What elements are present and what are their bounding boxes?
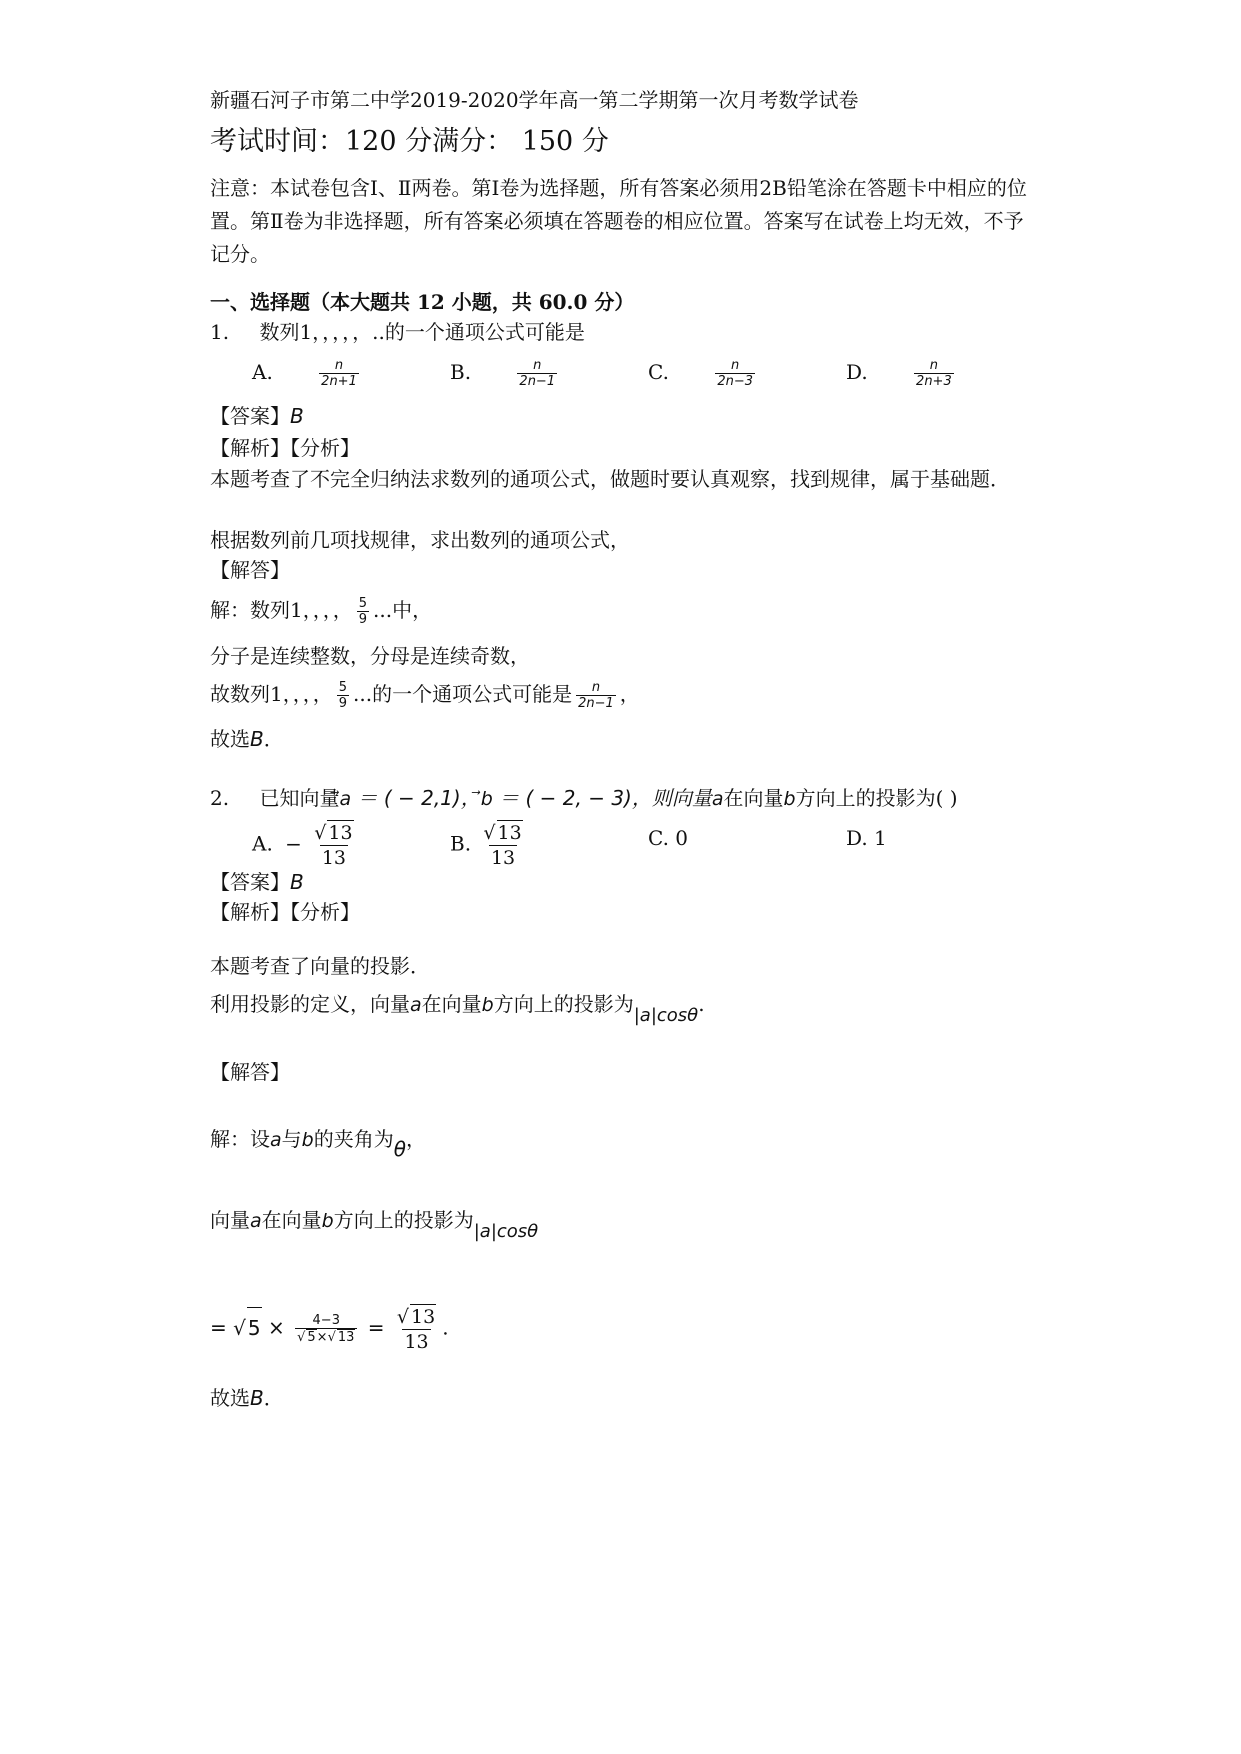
q2-sol1-pre: 解：设 — [210, 1127, 270, 1151]
q1-option-a-label: A. — [252, 360, 273, 384]
q2-sol1-post: 的夹角为 — [313, 1127, 394, 1151]
q2-eq-a: ＝ ( − 2,1)， — [351, 786, 481, 810]
q1-option-d-fraction — [914, 358, 954, 389]
q1-option-d-num: n — [929, 358, 939, 373]
q2-sol3-result-den: 13 — [404, 1331, 429, 1353]
q2-sol3-result-num: √ 13 — [396, 1306, 436, 1328]
q2-an2-post: 方向上的投影为 — [493, 992, 634, 1016]
q2-sol1-theta: θ — [393, 1137, 406, 1161]
q1-sol1-den: 9 — [358, 612, 368, 627]
q2-eq-b: ＝ ( − 2, − 3)，则向量 — [492, 786, 712, 810]
q2-solution-line-1 — [210, 1125, 426, 1161]
q2-vector-b2-letter: b — [783, 788, 796, 810]
q2-vector-a — [339, 788, 351, 810]
q1-number: 1. — [210, 320, 230, 344]
q1-sol3-fraction-b — [576, 680, 616, 711]
q1-answer — [210, 402, 304, 430]
q1-answer-tag: 【答案】 — [210, 404, 290, 428]
q2-stem-pre: 已知向量 — [259, 786, 340, 810]
q1-option-a-fraction — [319, 358, 359, 389]
q1-choice-text: 故选 — [210, 727, 250, 751]
q1-analysis-tag: 【解析】【分析】 — [210, 436, 360, 460]
q1-option-c-num: n — [731, 358, 740, 373]
q1-option-b — [450, 358, 561, 389]
q2-an2-pre: 利用投影的定义，向量 — [210, 992, 410, 1016]
q2-stem-post: 方向上的投影为( ) — [795, 786, 958, 810]
q2-vector-a2 — [712, 788, 724, 810]
exam-notice: 注意：本试卷包含Ⅰ、Ⅱ两卷。第Ⅰ卷为选择题，所有答案必须用2B铅笔涂在答题卡中相应的位置。第Ⅱ卷为非选择题，所有答案必须填在答题卷的相应位置。答案写在试卷上均无效，不予记分。 — [210, 176, 1027, 266]
q2-option-a-label: A. — [252, 831, 273, 856]
q2-vector-a2-letter: a — [711, 788, 724, 810]
q1-solution-line-1 — [210, 596, 432, 627]
q1-option-c — [648, 358, 759, 389]
q2-an2-vec-a: a — [410, 994, 422, 1016]
q2-option-b-fraction — [481, 820, 524, 870]
q2-option-a-radicand: 13 — [328, 822, 353, 844]
q1-choice-value: B — [250, 727, 264, 751]
q1-option-d — [846, 358, 958, 389]
q1-sol3-pre: 故数列1，，，， — [210, 682, 333, 706]
exam-time: 考试时间：120 分满分： 150 分 — [210, 126, 609, 157]
q2-vector-b2 — [784, 788, 796, 810]
q2-sol2-mid: 在向量 — [261, 1208, 322, 1232]
q2-vector-b — [481, 788, 493, 810]
q2-vector-b-letter: b — [480, 788, 493, 810]
q2-analysis-tag: 【解析】【分析】 — [210, 900, 360, 924]
q1-stem: 数列1，，，，，..的一个通项公式可能是 — [259, 320, 585, 344]
q2-option-c: C. 0 — [648, 826, 689, 850]
q2-option-a — [252, 820, 360, 870]
q2-option-b-label: B. — [450, 831, 472, 856]
q1-stem-line — [210, 318, 585, 346]
exam-title: 新疆石河子市第二中学2019-2020学年高一第二学期第一次月考数学试卷 — [210, 88, 859, 112]
q2-sol3-eq: = — [210, 1315, 234, 1340]
q1-analysis-2: 根据数列前几项找规律，求出数列的通项公式， — [210, 528, 630, 552]
q2-option-a-sign: − — [285, 831, 302, 856]
q1-answer-value: B — [290, 404, 304, 428]
q1-option-c-den: 2n−3 — [717, 374, 753, 389]
q1-sol1-post: ...中， — [373, 598, 433, 622]
q2-sol3-times: × — [261, 1315, 292, 1340]
q2-an2-end: . — [698, 992, 705, 1016]
section-title: 一、选择题（本大题共 12 小题，共 60.0 分） — [210, 290, 635, 314]
q1-option-b-num: n — [533, 358, 542, 373]
q2-solution-line-3 — [210, 1304, 449, 1354]
q1-solution-line-3 — [210, 680, 640, 711]
q2-choice-value: B — [250, 1386, 264, 1410]
q1-sol3-num-a: 5 — [338, 680, 348, 695]
q1-option-b-fraction — [517, 358, 557, 389]
q2-sol2-formula: |a|cosθ — [473, 1221, 539, 1242]
q2-sol1-end: ， — [405, 1127, 426, 1151]
q2-answer-value: B — [290, 870, 304, 894]
q1-sol1-fraction — [357, 596, 369, 627]
q2-sol1-vec-a: a — [270, 1129, 282, 1151]
q1-sol3-mid: ...的一个通项公式可能是 — [353, 682, 573, 706]
q2-solution-tag: 【解答】 — [210, 1060, 290, 1084]
q2-number: 2. — [210, 786, 230, 810]
q2-an2-mid: 在向量 — [421, 992, 482, 1016]
q2-sol3-fden-b: 13 — [337, 1330, 355, 1345]
q2-sol3-fnum: 4−3 — [312, 1313, 340, 1328]
q2-answer — [210, 868, 304, 896]
q2-sol3-fden: √ 5×√ 13 — [295, 1328, 357, 1345]
q2-sol1-mid: 与 — [281, 1127, 302, 1151]
q2-analysis-1: 本题考查了向量的投影． — [210, 954, 430, 978]
q2-an2-vec-b: b — [481, 994, 494, 1016]
q1-option-d-label: D. — [846, 360, 868, 384]
q2-sol2-vec-b: b — [321, 1210, 334, 1232]
q2-solution-line-2 — [210, 1206, 539, 1242]
q2-sol1-vec-b: b — [301, 1129, 314, 1151]
q2-choice-end: ． — [263, 1386, 284, 1410]
q2-choice-text: 故选 — [210, 1386, 250, 1410]
q2-option-a-den: 13 — [321, 847, 347, 869]
q1-option-b-label: B. — [450, 360, 472, 384]
q1-option-d-den: 2n+3 — [916, 374, 952, 389]
q2-sol2-post: 方向上的投影为 — [333, 1208, 474, 1232]
q2-vector-a-letter: a — [339, 788, 352, 810]
q1-option-c-label: C. — [648, 360, 669, 384]
q2-sol2-vec-a: a — [250, 1210, 262, 1232]
q2-sol3-eq2: = — [361, 1315, 391, 1340]
q1-option-a-den: 2n+1 — [321, 374, 357, 389]
q1-analysis-1: 本题考查了不完全归纳法求数列的通项公式，做题时要认真观察，找到规律，属于基础题． — [210, 467, 1010, 491]
q1-option-b-den: 2n−1 — [519, 374, 556, 389]
q1-sol3-post: ， — [619, 682, 640, 706]
q1-choice-end: ． — [263, 727, 284, 751]
q2-option-b-den: 13 — [490, 847, 516, 869]
q2-sol3-fraction — [295, 1313, 357, 1345]
q2-option-b — [450, 820, 529, 870]
q1-sol1-pre: 解：数列1，，，， — [210, 598, 353, 622]
q2-answer-tag: 【答案】 — [210, 870, 290, 894]
q2-an2-formula: |a|cosθ — [633, 1005, 699, 1026]
q1-solution-line-2: 分子是连续整数，分母是连续奇数， — [210, 644, 530, 668]
q2-sol2-pre: 向量 — [210, 1208, 250, 1232]
q1-sol1-num: 5 — [358, 596, 368, 611]
q1-option-a-num: n — [334, 358, 344, 373]
q1-sol3-fraction-a — [337, 680, 349, 711]
q1-sol3-den-b: 2n−1 — [578, 696, 614, 711]
q1-sol3-den-a: 9 — [338, 696, 348, 711]
q2-analysis-2 — [210, 990, 705, 1026]
q2-option-a-num: √ 13 — [314, 822, 353, 844]
q2-stem-mid: 在向量 — [723, 786, 784, 810]
q2-sol3-result-radicand: 13 — [411, 1306, 436, 1328]
q2-option-b-radicand: 13 — [497, 822, 522, 844]
q2-sol3-fden-a: 5 — [307, 1330, 316, 1345]
q2-sol3-end: . — [442, 1315, 449, 1340]
q1-option-c-fraction — [715, 358, 755, 389]
q2-sol3-root5-radicand: 5 — [247, 1307, 262, 1348]
q1-solution-tag: 【解答】 — [210, 558, 290, 582]
q2-option-a-fraction — [312, 820, 355, 870]
q2-sol3-root5: √ 5 — [233, 1316, 261, 1340]
q2-stem-line — [210, 784, 958, 813]
q1-option-a — [252, 358, 363, 389]
q2-sol3-fden-x: × — [316, 1330, 328, 1345]
q2-sol3-result — [395, 1304, 438, 1354]
q2-option-d: D. 1 — [846, 826, 887, 850]
q2-choice — [210, 1384, 284, 1412]
q1-choice — [210, 725, 284, 753]
q1-sol3-num-b: n — [591, 680, 601, 695]
q2-option-b-num: √ 13 — [483, 822, 522, 844]
